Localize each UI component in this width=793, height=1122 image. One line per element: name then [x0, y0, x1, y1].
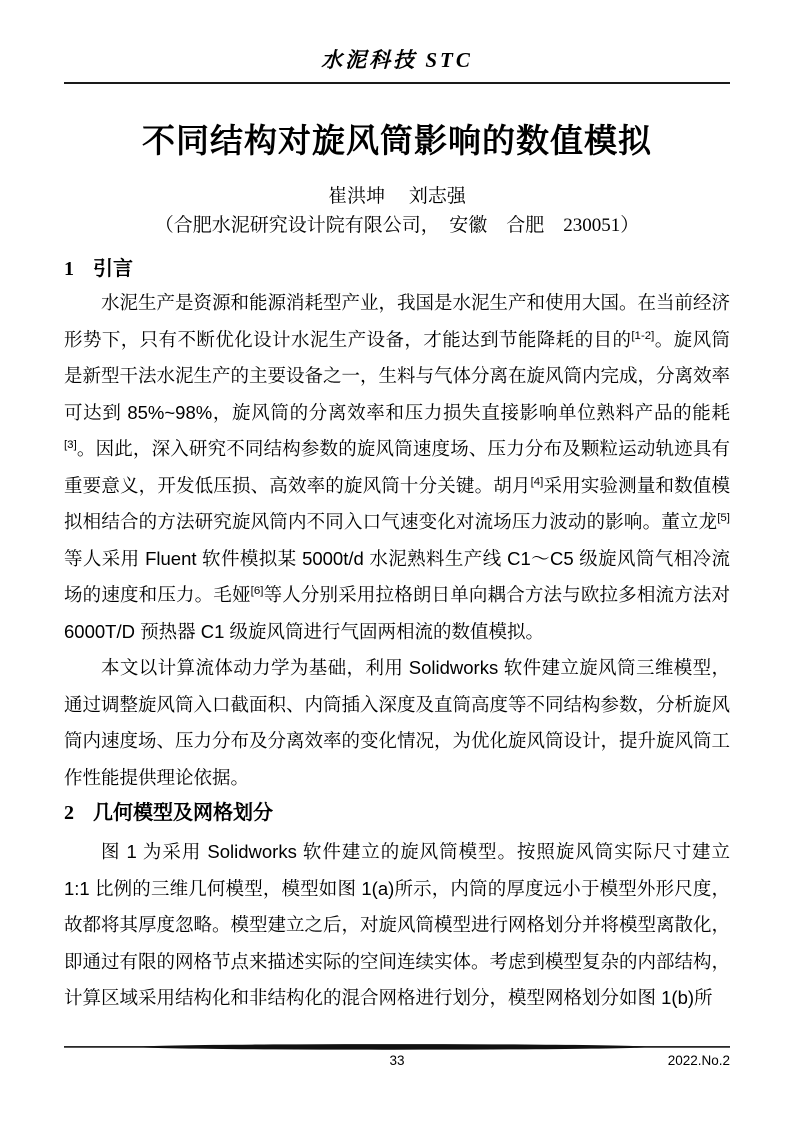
paragraph-introduction-1: 水泥生产是资源和能源消耗型产业，我国是水泥生产和使用大国。在当前经济形势下，只有不断优化设计水泥生产设备，才能达到节能降耗的目的[1-2]。旋风筒是新型干法水泥生产的主要设备之一，生料与气体分离在旋风筒内完成，分离效率可达到 85%~98%，旋风筒的分离效率和压力损失直接影响单位熟料产品的能耗[3]。因此，深入研究不同结构参数的旋风筒速度场、压力分布及颗粒运动轨迹具有重要意义，开发低压损、高效率的旋风筒十分关键。胡月[4]采用实验测量和数值模拟相结合的方法研究旋风筒内不同入口气速变化对流场压力波动的影响。董立龙[5]等人采用 Fluent 软件模拟某 5000t/d 水泥熟料生产线 C1～C5 级旋风筒气相冷流场的速度和压力。毛娅[6]等人分别采用拉格朗日单向耦合方法与欧拉多相流方法对 6000T/D 预热器 C1 级旋风筒进行气固两相流的数值模拟。	[64, 292, 731, 642]
section-number: 1	[64, 258, 74, 280]
paragraph-introduction-2: 本文以计算流体动力学为基础，利用 Solidworks 软件建立旋风筒三维模型，通过调整旋风筒入口截面积、内筒插入深度及直筒高度等不同结构参数，分析旋风筒内速度场、压力分布及分离效率的变化情况，为优化旋风筒设计，提升旋风筒工作性能提供理论依据。	[64, 657, 731, 788]
header-rule	[64, 82, 730, 84]
section-heading-introduction	[64, 256, 730, 282]
article-affiliation: （合肥水泥研究设计院有限公司， 安徽 合肥 230051）	[154, 215, 640, 236]
section-title: 引言	[93, 258, 133, 280]
paragraph-model-1: 图 1 为采用 Solidworks 软件建立的旋风筒模型。按照旋风筒实际尺寸建立 1:1 比例的三维几何模型，模型如图 1(a)所示，内筒的厚度远小于模型外形尺度，故都将其厚度忽略。模型建立之后，对旋风筒模型进行网格划分并将模型离散化，即通过有限的网格节点来描述实际的空间连续实体。考虑到模型复杂的内部结构，计算区域采用结构化和非结构化的混合网格进行划分，模型网格划分如图 1(b)所	[64, 841, 731, 1008]
page-footer	[64, 1044, 730, 1072]
page-number: 33	[389, 1053, 405, 1068]
section-title: 几何模型及网格划分	[93, 802, 273, 824]
footer-rule	[64, 1044, 730, 1051]
article-title: 不同结构对旋风筒影响的数值模拟	[142, 122, 652, 159]
article-authors: 崔洪坤 刘志强	[328, 186, 466, 207]
issue-label: 2022.No.2	[667, 1053, 730, 1068]
footer-row	[64, 1052, 730, 1072]
section-heading-model	[64, 800, 730, 826]
section-number: 2	[64, 802, 74, 824]
journal-name: 水泥科技 STC	[321, 48, 473, 72]
page-content	[64, 46, 730, 1017]
